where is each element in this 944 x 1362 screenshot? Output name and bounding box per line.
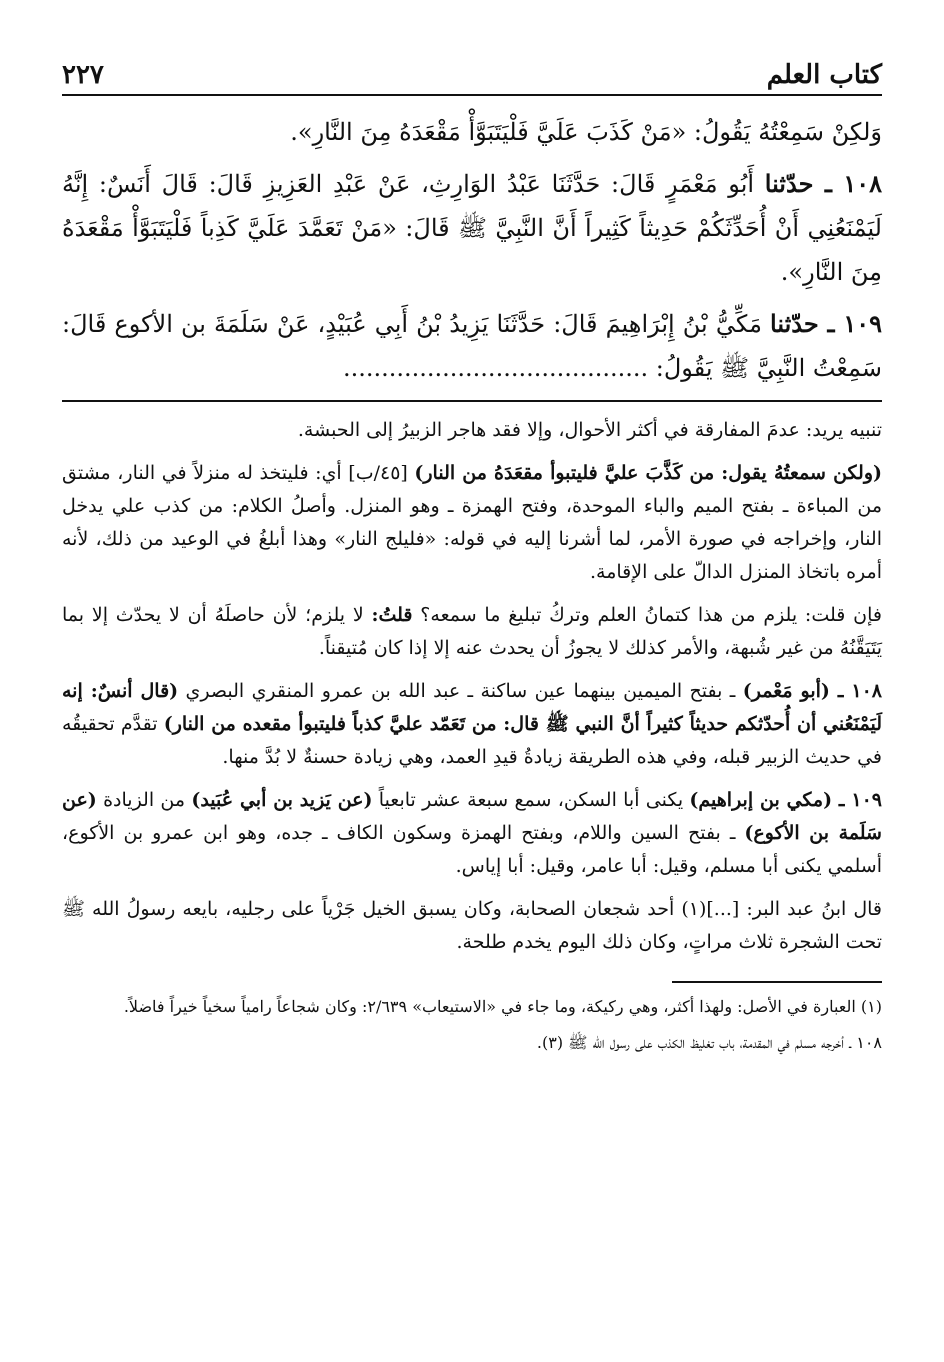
commentary-paragraph-5 — [62, 784, 882, 883]
footnote-divider — [672, 981, 882, 983]
hadith-108-label: ١٠٨ ـ حدّثنا — [764, 169, 882, 198]
commentary-text: من الزيادة — [103, 789, 186, 811]
footnotes — [62, 993, 882, 1057]
hadith-109 — [62, 302, 882, 390]
footnote-2: ١٠٨ ـ أخرجه مسلم في المقدمة، باب تغليظ الكذب على رسول الله ﷺ (٣). — [536, 1033, 882, 1052]
commentary-paragraph-4 — [62, 675, 882, 774]
hadith-line-continuation: وَلكِنْ سَمِعْتُهُ يَقُولُ: «مَنْ كَذَبَ عَلَيَّ فَلْيَتَبَوَّأْ مَقْعَدَهُ مِنَ النَّارِ». — [290, 118, 882, 146]
commentary-text: فإن قلت: يلزم من هذا كتمانُ العلم وتركُ تبليغ ما سمعه؟ — [420, 604, 882, 626]
commentary-bold: قلتُ: — [371, 604, 413, 626]
commentary-quote: (عن سَلَمة بن الأكوع) — [62, 789, 882, 844]
commentary-paragraph-1: تنبيه يريد: عدمَ المفارقة في أكثر الأحوال، وإلا فقد هاجر الزبيرُ إلى الحبشة. — [297, 419, 882, 441]
section-divider — [62, 400, 882, 402]
commentary-paragraph-2 — [62, 457, 882, 589]
commentary-text: ـ بفتح السين واللام، وبفتح الهمزة وسكون الكاف ـ جده، وهو ابن عمرو بن الأكوع، أسلمي يكنى أبا مسلم، وقيل: أبا عامر، وقيل: أبا إياس. — [62, 822, 882, 877]
commentary-label: ١٠٩ ـ (مكي بن إبراهيم) — [689, 789, 882, 811]
commentary-text: [٤٥/ب] أي: فليتخذ له منزلاً في النار، مشتق من المباءة ـ بفتح الميم والباء الموحدة، وفتح الهمزة ـ وهو المنزل. وأصلُ الكلام: من كذب علي يدخل النار، وإخراجه في صورة الأمر، لما أشرنا إليه في قوله: «فليلج النار» وهذا أبلغُ في الوعيد من ذلك، لأنه أمره باتخاذ المنزل الدالّ على الإقامة. — [62, 462, 882, 583]
commentary-label: ١٠٨ ـ (أبو مَعْمر) — [742, 680, 883, 702]
commentary — [62, 414, 882, 959]
commentary-text: تقدَّم تحقيقُه في حديث الزبير قبله، وفي هذه الطريقة زيادةُ قيدِ العمد، وهي زيادة حسنةٌ لا بُدَّ منها. — [62, 713, 882, 768]
commentary-text: يكنى أبا السكن، سمع سبعة عشر تابعياً — [378, 789, 684, 811]
page-header — [62, 40, 882, 96]
commentary-paragraph-6: قال ابنُ عبد البر: [...](١) أحد شجعان الصحابة، وكان يسبق الخيل جَرْياً على رجليه، بايعه رسولُ الله ﷺ تحت الشجرة ثلاث مراتٍ، وكان ذلك اليوم يخدم طلحة. — [62, 898, 882, 953]
commentary-text: لا يلزم؛ لأن حاصلَهُ أن لا يحدّث إلا بما يَتَيَقَّنُهُ من غير شُبهة، والأمر كذلك لا يجوزُ أن يحدث عنه إلا إذا كان مُتيقناً. — [62, 604, 882, 659]
commentary-text: ـ بفتح الميمين بينهما عين ساكنة ـ عبد الله بن عمرو المنقري البصري — [185, 680, 736, 702]
commentary-quote: (قال أنسٌ: إنه لَيَمْنَعُني أن أُحدّثكم حديثاً كثيراً أنَّ النبي ﷺ قال: من تَعَمّد عليَّ كذباً فليتبوأ مقعده من النار) — [62, 680, 882, 735]
book-page — [62, 40, 882, 1065]
hadith-109-label: ١٠٩ ـ حدّثنا — [770, 309, 882, 338]
hadith-108-text: أَبُو مَعْمَرٍ قَالَ: حَدَّثَنَا عَبْدُ الوَارِثِ، عَنْ عَبْدِ العَزِيزِ قَالَ: قَالَ أَنَسٌ: إِنَّهُ لَيَمْنَعُنِي أَنْ أُحَدِّثَكُمْ حَدِيثاً كَثِيراً أَنَّ النَّبِيَّ ﷺ قَالَ: «مَنْ تَعَمَّدَ عَلَيَّ كَذِباً فَلْيَتَبَوَّأْ مَقْعَدَهُ مِنَ النَّارِ». — [62, 170, 882, 286]
page-number: ٢٢٧ — [62, 60, 104, 90]
hadith-108 — [62, 162, 882, 294]
commentary-quote: (عن يَزيد بن أبي عُبَيد) — [191, 789, 373, 811]
footnote-1: (١) العبارة في الأصل: ولهذا أكثر، وهي ركيكة، وما جاء في «الاستيعاب» ٢/٦٣٩: وكان شجاعاً رامياً سخياً خيراً فاضلاً. — [123, 997, 882, 1016]
commentary-paragraph-3 — [62, 599, 882, 665]
page-title: كتاب العلم — [766, 60, 882, 90]
commentary-quote: (ولكن سمعتُهُ يقول: من كَذَّبَ عليَّ فليتبوأ مقعَدَهُ من النار) — [414, 462, 882, 484]
hadith-109-text: مَكِّيُّ بْنُ إِبْرَاهِيمَ قَالَ: حَدَّثَنَا يَزِيدُ بْنُ أَبِي عُبَيْدٍ، عَنْ سَلَمَةَ بن الأكوع قَالَ: سَمِعْتُ النَّبِيَّ ﷺ يَقُولُ: ........................................ — [62, 310, 882, 382]
hadith-text — [62, 110, 882, 390]
